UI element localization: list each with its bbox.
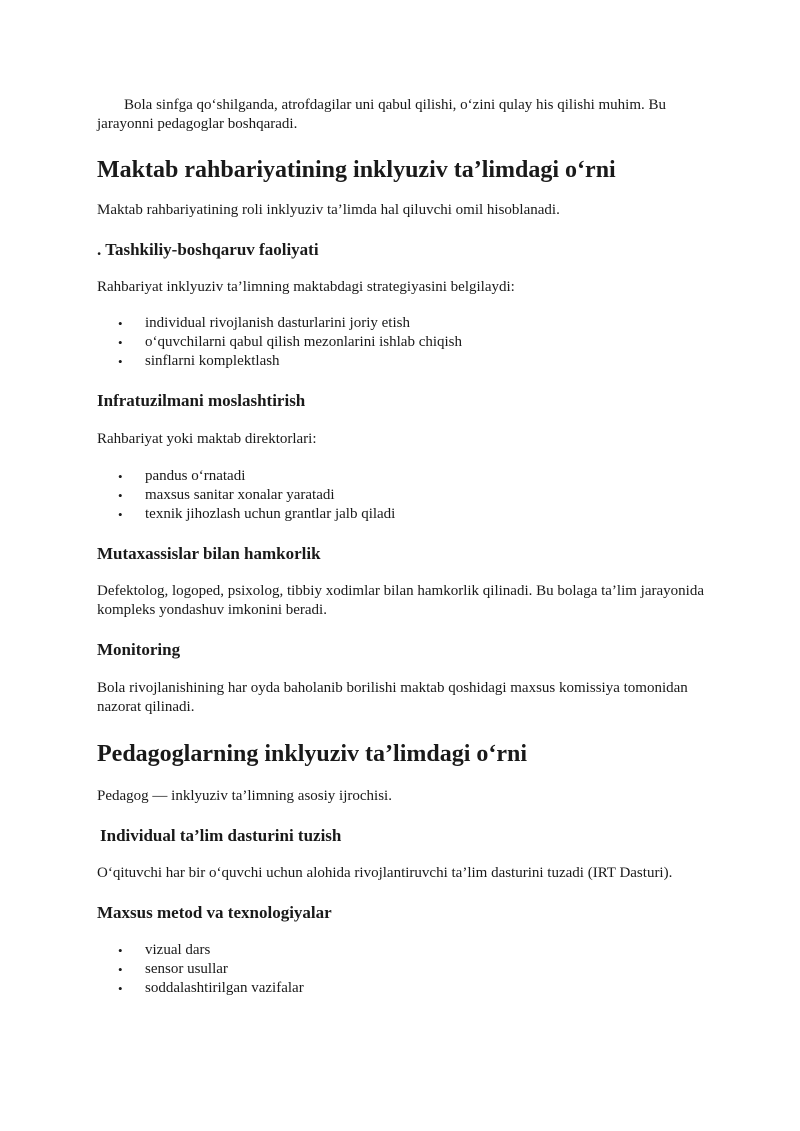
section2-sub2-list: [97, 941, 707, 998]
list-item: • pandus o‘rnatadi: [118, 468, 246, 484]
bullet-icon: •: [118, 354, 123, 369]
list-item: • texnik jihozlash uchun grantlar jalb qiladi: [118, 506, 396, 522]
section1-sub2-text: Rahbariyat yoki maktab direktorlari:: [97, 431, 317, 447]
bullet-icon: •: [118, 335, 123, 350]
section1-sub2-list: [97, 467, 707, 524]
list-item: • sinflarni komplektlash: [118, 353, 280, 369]
section1-sub4-heading: Monitoring: [97, 640, 181, 659]
list-item: • soddalashtirilgan vazifalar: [118, 980, 304, 996]
intro-paragraph: Bola sinfga qo‘shilganda, atrofdagilar uni qabul qilishi, o‘zini qulay his qilishi muhim. Bu jarayonni pedagoglar boshqaradi.: [97, 97, 667, 132]
bullet-icon: •: [118, 507, 123, 522]
bullet-icon: •: [118, 316, 123, 331]
section1-sub2-heading: Infratuzilmani moslashtirish: [97, 391, 306, 410]
bullet-icon: •: [118, 469, 123, 484]
bullet-icon: •: [118, 981, 123, 996]
document-page: [97, 96, 707, 998]
section1-sub1-list: [97, 314, 707, 371]
section2-intro: Pedagog — inklyuziv ta’limning asosiy ijrochisi.: [97, 788, 392, 804]
section1-sub3-heading: Mutaxassislar bilan hamkorlik: [97, 544, 321, 563]
section1-sub3-text: Defektolog, logoped, psixolog, tibbiy xodimlar bilan hamkorlik qilinadi. Bu bolaga ta’lim jarayonida kompleks yondashuv imkonini beradi.: [97, 583, 704, 618]
section1-intro: Maktab rahbariyatining roli inklyuziv ta’limda hal qiluvchi omil hisoblanadi.: [97, 202, 560, 218]
section1-heading: Maktab rahbariyatining inklyuziv ta’limdagi o‘rni: [97, 157, 616, 183]
section2-sub1-text: O‘qituvchi har bir o‘quvchi uchun alohida rivojlantiruvchi ta’lim dasturini tuzadi (IRT Dasturi).: [97, 865, 673, 881]
list-item: • o‘quvchilarni qabul qilish mezonlarini ishlab chiqish: [118, 334, 463, 350]
section1-sub4-text: Bola rivojlanishining har oyda baholanib borilishi maktab qoshidagi maxsus komissiya tomonidan nazorat qilinadi.: [97, 680, 688, 715]
bullet-icon: •: [118, 943, 123, 958]
section2-sub1-heading: Individual ta’lim dasturini tuzish: [100, 826, 342, 845]
section2-sub2-heading: Maxsus metod va texnologiyalar: [97, 903, 332, 922]
list-item: • vizual dars: [118, 942, 211, 958]
list-item: • maxsus sanitar xonalar yaratadi: [118, 487, 335, 503]
bullet-icon: •: [118, 488, 123, 503]
section1-sub1-heading: . Tashkiliy-boshqaruv faoliyati: [97, 240, 319, 259]
section1-sub1-text: Rahbariyat inklyuziv ta’limning maktabdagi strategiyasini belgilaydi:: [97, 279, 515, 295]
bullet-icon: •: [118, 962, 123, 977]
list-item: • individual rivojlanish dasturlarini joriy etish: [118, 315, 410, 331]
section2-heading: Pedagoglarning inklyuziv ta’limdagi o‘rni: [97, 741, 528, 767]
list-item: • sensor usullar: [118, 961, 228, 977]
